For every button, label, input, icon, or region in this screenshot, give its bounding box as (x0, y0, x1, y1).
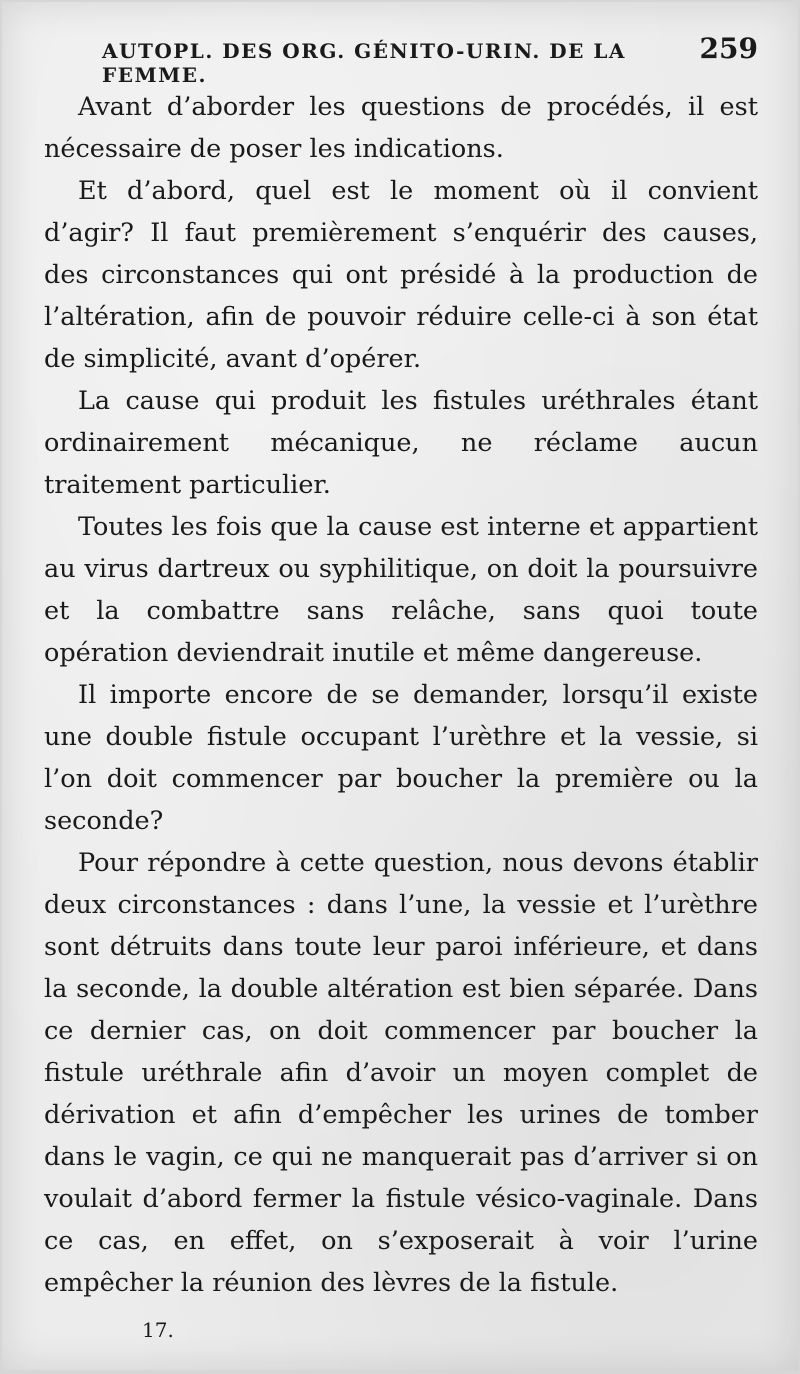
paragraph-5: Il importe encore de se demander, lorsqu’il existe une double fistule occupant l’urèthre et la vessie, si l’on doit commencer par boucher la première ou la seconde? (44, 680, 758, 836)
signature-mark: 17. (142, 1318, 174, 1342)
paragraph-3: La cause qui produit les fistules uréthrales étant ordinairement mécanique, ne réclame aucun traitement particulier. (44, 386, 758, 500)
paragraph-1: Avant d’aborder les questions de procédés, il est nécessaire de poser les indications. (44, 92, 758, 164)
page-header (102, 32, 758, 87)
body-text (44, 86, 758, 1304)
running-title: AUTOPL. DES ORG. GÉNITO-URIN. DE LA FEMME. (102, 39, 626, 87)
book-page (2, 2, 798, 1370)
paragraph-6: Pour répondre à cette question, nous devons établir deux circonstances : dans l’une, la vessie et l’urèthre sont détruits dans toute leur paroi inférieure, et dans la seconde, la double altération est bien séparée. Dans ce dernier cas, on doit commencer par boucher la fistule uréthrale afin d’avoir un moyen complet de dérivation et afin d’empêcher les urines de tomber dans le vagin, ce qui ne manquerait pas d’arriver si on voulait d’abord fermer la fistule vésico-vaginale. Dans ce cas, en effet, on s’exposerait à voir l’urine empêcher la réunion des lèvres de la fistule. (44, 848, 758, 1298)
page-number: 259 (699, 32, 758, 65)
paragraph-4: Toutes les fois que la cause est interne et appartient au virus dartreux ou syphilitique, on doit la poursuivre et la combattre sans relâche, sans quoi toute opération deviendrait inutile et même dangereuse. (44, 512, 758, 668)
paragraph-2: Et d’abord, quel est le moment où il convient d’agir? Il faut premièrement s’enquérir des causes, des circonstances qui ont présidé à la production de l’altération, afin de pouvoir réduire celle-ci à son état de simplicité, avant d’opérer. (44, 176, 758, 374)
